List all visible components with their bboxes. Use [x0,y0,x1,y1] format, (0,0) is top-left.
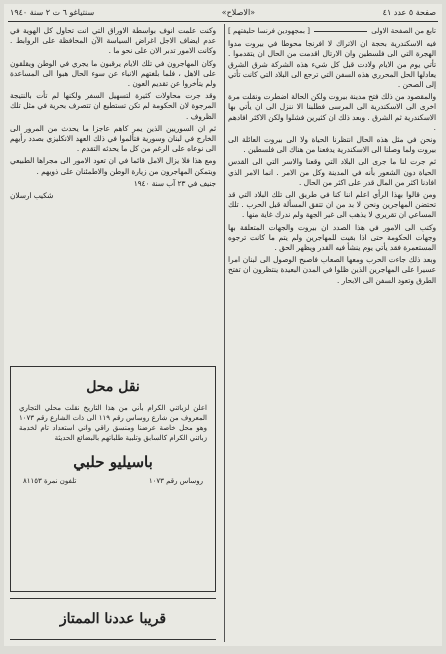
advertiser-contact [19,477,207,485]
banner-text: قريبا عددنا الممتاز [59,611,167,627]
article-paragraph: وكان المهاجرون في تلك الايام يرقبون ما يجري في الوطن ويقلقون على الاهل ، فلما بلغتهم الانباء عن سوء الحال هبوا الى المساعدة ولم يتأخروا عن تقديم العون . [10,58,216,89]
newspaper-page [4,4,442,646]
advertiser-name: باسيليو حلبي [73,453,153,471]
article-paragraph: فيه الاسكندرية بحجة ان الاتراك لا افرنجا محوطا في بيروت مدوا الهجرة التي الى فلسطين وان الارتال اقدمت من الحال ان يتقدموا . تأتي يوم من الايام ولادت قبل كل شيء هذه الشركة شرق الشرق يعادلها الحل المحرري هذه السفن التي ترجع الى البلاد التي كانت تأتي إلى الصحن . [228,39,436,90]
continued-heading [228,26,436,36]
continued-label: تابع من الصفحة الاولى [371,27,436,35]
article-dateline: جنيف في ٢٣ آب سنة ١٩٤٠ [133,178,216,188]
header-date: سنتياغو ٦ ت ٢ سنة ١٩٤٠ [10,7,95,17]
article-paragraph: وكتب الى الامور في هذا الصدد ان بيروت والجهات المتعلقة بها وجهات الحكومة حتى اذا بقيت للمهاجرين ولم يتم ما كانت ترجوه المستعمرة فقد يأتي يوم ينشأ فيه القدر ويظهر الحق . [228,222,436,253]
right-column [228,26,436,640]
article-signature: شكيب ارسلان [10,191,54,201]
article-paragraph: وقد جرت محاولات كثيرة لتسهيل السفر ولكنها لم تأت بالنتيجة المرجوة لان الحكومة لم تكن تستطيع ان تتصرف بحرية في مثل تلك الظروف . [10,91,216,121]
continued-note: [ بمجهودين فرنسا حليفتهم ] [228,27,310,35]
article-paragraph: ومن قالوا بهذا الرأي اعلم اننا كنا في طريق الى تلك البلاد التي قد تحتضن المهاجرين ونحن لا بد من ان تتفق المسألة قبل الحرب . تلك المساعي ان تقريري لا يذهب الى غير الجهة ولم ندرك غاية منها . [228,190,436,220]
advertiser-phone: تلفون نمرة ٨١١٥٣ [23,477,77,485]
page-header [4,4,442,20]
article-paragraph: ثم ان السوريين الذين يمر كاهم عاجزا ما يحدث من المرور الى الخارج في لبنان وسورية فتألموا في ذلك العهد الانكليزي بصدد رأيهم الى نوعاه على الرغم من كل ما يحدثه التقدم . [10,123,216,154]
advertisement-title: نقل محل [86,379,140,395]
left-column [10,26,216,356]
article-paragraph: ونحن في مثل هذه الحال انتظرنا الحياة ولا الى بيروت العائلة الى بيروت ولما وصلنا الى الاسكندرية يدفعنا من هناك الى فلسطين . [228,135,436,155]
announcement-banner [10,598,216,640]
article-paragraph: ثم جرت لنا ما جرى الى البلاد التي وقعنا والاسر التي الى القدس الحياة دون الشعور بأنه في المدينة وكل من الامر . انما الامر الذي افادنا اكثر من المال قدر على اكثر من الحال . [228,157,436,187]
advertisement-body: اعلن لزبائني الكرام بأني من هذا التاريخ نقلت محلي التجاري المعروف من شارع روساس رقم ١١٩ الى ذات الشارع رقم ١٠٧٣ وهو محل خاصة عرضنا ومنسق راقي واني استعداد تام لخدمة زبائني الكرام كالسابق وتلبية طلباتهم بالبضائع الحديثة [19,404,207,442]
header-rule [8,21,438,22]
column-divider [224,24,225,642]
advertiser-address: روساس رقم ١٠٧٣ [148,477,203,485]
article-paragraph: وكنت علمت انوف بواسطة الاوراق التي انت تحاول كل الهوية في عدم ايضاف الاجل اغراض السياسة الآن المحافظة على الروابط . وكانت الامور تدبر الان على نحو ما . [10,26,216,56]
advertisement-box [10,366,216,592]
header-issue: صفحة ٥ عدد ٤١ [382,7,436,17]
header-title: «الاصلاح» [221,7,256,17]
article-paragraph: وبعد ذلك جاءت الحرب ومعها الصعاب فاصبح الوصول الى لبنان امرا عسيرا على المهاجرين الذين ظلوا في المدن البعيدة ينتظرون ان تفتح الطرق وتعود السفن الى الابحار . [228,255,436,285]
article-paragraph: والمقصود من ذلك فتح مدينة بيروت ولكن الحالة اضطرت ونقلت مرة اخرى الى الاسكندرية الى المرسى فطلبنا الا ننزل الى ان يأتي بها الاسكندرية ثم الشرق . وبعد ذلك ان كثيرين فشلوا ولكن الاكثر افادهم . [228,92,436,132]
article-paragraph: ومع هذا فلا يزال الامل قائما في ان تعود الامور الى مجراها الطبيعي ويتمكن المهاجرون من زيارة الوطن والاطمئنان على ذويهم . [10,156,216,176]
